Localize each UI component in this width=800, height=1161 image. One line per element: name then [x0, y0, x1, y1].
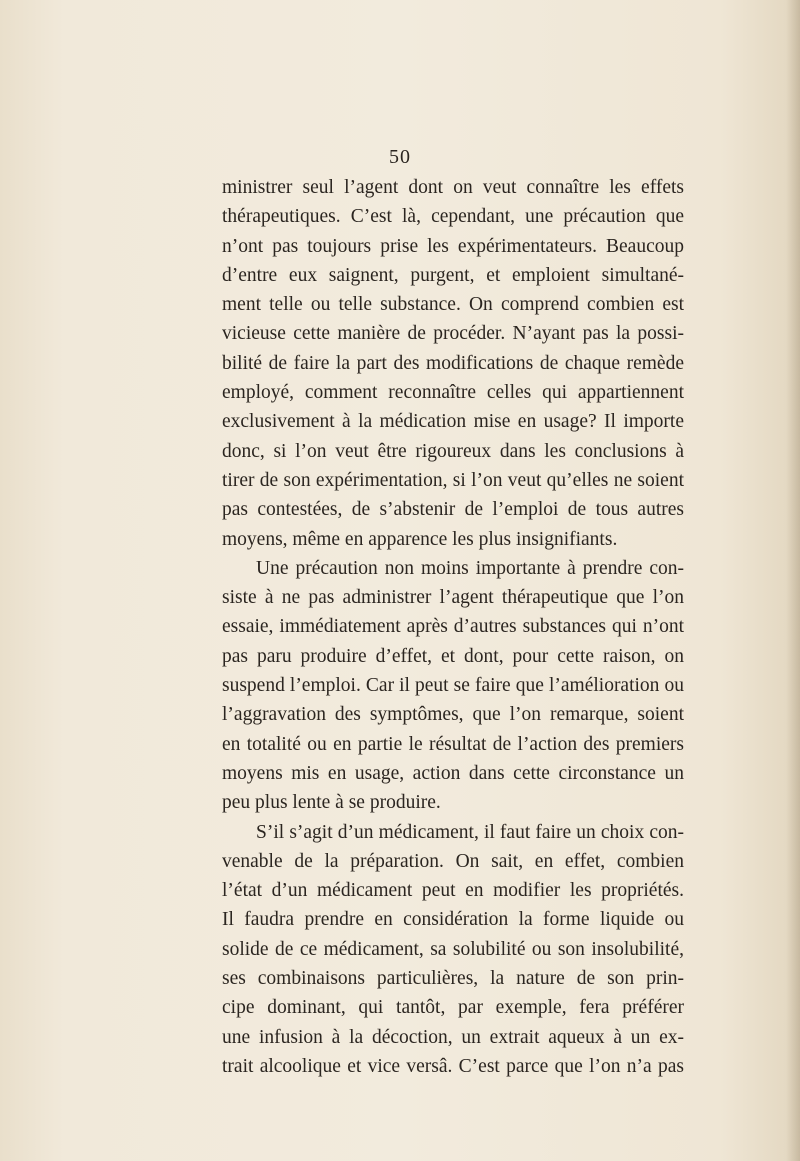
text-line: Une précaution non moins importante à prendre con- [256, 557, 684, 579]
text-line: d’entre eux saignent, purgent, et emploient simultané- [222, 264, 684, 286]
text-line: Il faudra prendre en considération la forme liquide ou [222, 909, 684, 931]
text-line: S’il s’agit d’un médicament, il faut faire un choix con- [256, 821, 684, 843]
text-line: ministrer seul l’agent dont on veut connaître les effets [222, 177, 684, 198]
body-text [222, 173, 684, 1081]
text-line: moyens, même en apparence les plus insignifiants. [222, 528, 618, 550]
text-line: tirer de son expérimentation, si l’on veut qu’elles ne soient [222, 469, 684, 491]
text-line: vicieuse cette manière de procéder. N’ayant pas la possi- [222, 323, 684, 345]
text-line: peu plus lente à se produire. [222, 792, 441, 814]
text-line: cipe dominant, qui tantôt, par exemple, fera préférer [222, 997, 684, 1019]
text-line: n’ont pas toujours prise les expérimentateurs. Beaucoup [222, 235, 684, 257]
text-line: donc, si l’on veut être rigoureux dans les conclusions à [222, 440, 684, 462]
text-line: l’état d’un médicament peut en modifier les propriétés. [222, 880, 684, 902]
text-line: essaie, immédiatement après d’autres substances qui n’ont [222, 616, 684, 638]
text-line: ment telle ou telle substance. On comprend combien est [222, 294, 684, 316]
text-line: pas contestées, de s’abstenir de l’emploi de tous autres [222, 499, 684, 521]
text-line: moyens mis en usage, action dans cette circonstance un [222, 762, 684, 784]
text-line: venable de la préparation. On sait, en effet, combien [222, 850, 684, 872]
text-line: siste à ne pas administrer l’agent thérapeutique que l’on [222, 587, 684, 609]
text-line: suspend l’emploi. Car il peut se faire que l’amélioration ou [222, 675, 684, 697]
page-number: 50 [389, 146, 411, 168]
text-line: bilité de faire la part des modifications de chaque remède [222, 352, 684, 374]
text-line: employé, comment reconnaître celles qui appartiennent [222, 382, 684, 404]
text-line: thérapeutiques. C’est là, cependant, une précaution que [222, 206, 684, 228]
text-line: trait alcoolique et vice versâ. C’est parce que l’on n’a pas [222, 1055, 684, 1077]
text-line: une infusion à la décoction, un extrait aqueux à un ex- [222, 1026, 684, 1048]
text-line: ses combinaisons particulières, la nature de son prin- [222, 968, 684, 990]
text-line: solide de ce médicament, sa solubilité ou son insolubilité, [222, 938, 684, 960]
text-line: l’aggravation des symptômes, que l’on remarque, soient [222, 704, 684, 726]
page-edge-shadow [786, 0, 800, 1161]
text-line: en totalité ou en partie le résultat de l’action des premiers [222, 733, 684, 755]
text-line: exclusivement à la médication mise en usage? Il importe [222, 411, 684, 433]
text-line: pas paru produire d’effet, et dont, pour cette raison, on [222, 645, 684, 667]
